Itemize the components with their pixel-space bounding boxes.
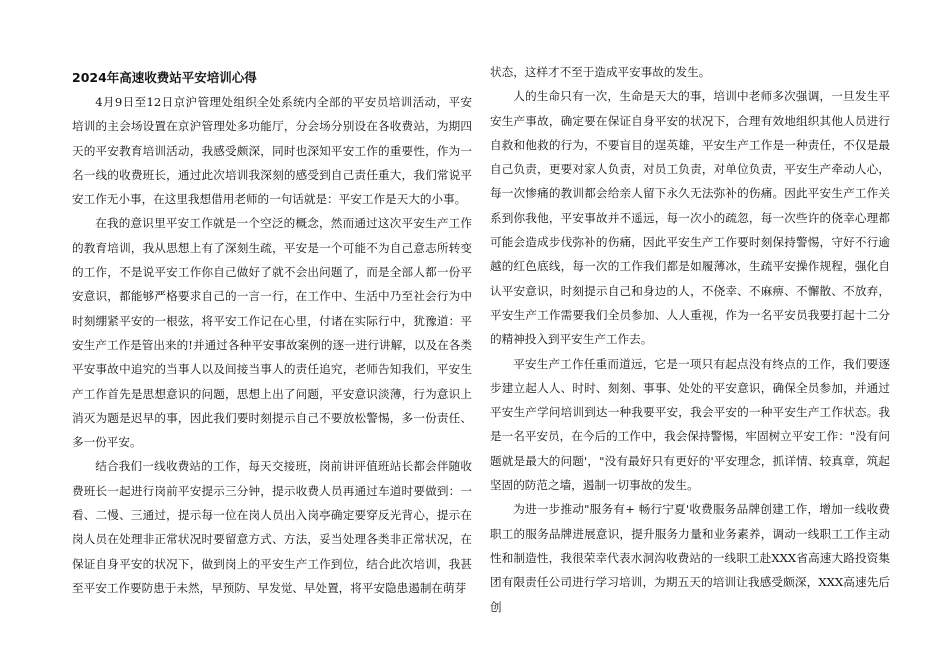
body-paragraph: 人的生命只有一次，生命是天大的事，培训中老师多次强调，一旦发生平安生产事故，确定要在保证自身平安的状况下，合理有效地组织其他人员进行自救和他救的行为，不要盲目的逞英雄，平安生产工作是一种责任，不仅是最自己负责，更要对家人负责，对员工负责，对单位负责，平安生产牵动人心，每一次惨痛的教训都会给亲人留下永久无法弥补的伤痛。因此平安生产工作关系到你我他，平安事故并不遥远，每一次小的疏忽，每一次些许的侥幸心理都可能会造成步伐弥补的伤痛，因此平安生产工作要时刻保持警惕，守好不行逾越的红色底线，每一次的工作我们都是如履薄冰，生疏平安操作规程，强化自认平安意识，时刻提示自己和身边的人，不侥幸、不麻痹、不懈散、不放弃，平安生产工作需要我们全员参加、人人重视，作为一名平安员我要打起十二分的精神投入到平安生产工作去。 <box>490 89 890 347</box>
left-column <box>72 60 472 600</box>
right-column <box>490 60 890 619</box>
body-paragraph: 4月9日至12日京沪管理处组织全处系统内全部的平安员培训活动，平安培训的主会场设置在京沪管理处多功能厅，分会场分别设在各收费站，为期四天的平安教育培训活动，我感受颇深，同时也深知平安工作的重要性，作为一名一线的收费班长，通过此次培训我深刻的感受到自己责任重大，我们常说平安工作无小事，在这里我想借用老师的一句话就是：平安工作是天大的小事。 <box>72 95 472 207</box>
body-paragraph: 为进一步推动"服务有+ 畅行宁夏'收费服务品牌创建工作，增加一线收费职工的服务品牌进展意识，提升服务力量和业务素养，调动一线职工工作主动性和制造性，我很荣幸代表水洞沟收费站的一线职工赴XXX省高速大路投资集团有限责任公司进行学习培训，为期五天的培训让我感受颇深，XXX高速先后创 <box>490 502 890 614</box>
document-title: 2024年高速收费站平安培训心得 <box>72 70 257 85</box>
body-paragraph: 结合我们一线收费站的工作，每天交接班，岗前讲评值班站长都会伴随收费班长一起进行岗前平安提示三分钟，提示收费人员再通过车道时要做到：一看、二慢、三通过，提示每一位在岗人员出入岗亭确定要穿反光背心，提示在岗人员在处理非正常状况时要留意方式、方法，妥当处理各类非正常状况，在保证自身平安的状况下，做到岗上的平安生产工作到位，结合此次培训，我甚至平安工作要防患于未然，早预防、早发觉、早处置，将平安隐患遏制在萌芽 <box>72 459 472 595</box>
body-paragraph: 平安生产工作任重而道远，它是一项只有起点没有终点的工作，我们要逐步建立起人人、时时、刻刻、事事、处处的平安意识，确保全员参加，并通过平安生产学问培训到达一种我要平安，我会平安的一种平安生产工作状态。我是一名平安员，在今后的工作中，我会保持警惕，牢固树立平安工作："没有问题就是最大的问题'，"没有最好只有更好的'平安理念，抓详情、较真章，筑起坚固的防范之墙，遏制一切事故的发生。 <box>490 356 890 493</box>
body-paragraph: 在我的意识里平安工作就是一个空泛的概念，然而通过这次平安生产工作的教育培训，我从思想上有了深刻生疏，平安是一个可能不为自己意志所转变的工作，不是说平安工作你自己做好了就不会出问题了，而是全部人都一份平安意识，都能够严格要求自己的一言一行，在工作中、生活中乃至社会行为中时刻绷紧平安的一根弦，将平安工作记在心里，付诸在实际行中，犹豫道：平安生产工作是管出来的!并通过各种平安事故案例的逐一进行讲解，以及在各类平安事故中追究的当事人以及间接当事人的责任追究，老师告知我们，平安生产工作首先是思想意识的问题，思想上出了问题，平安意识淡薄，行为意识上消灭为题是迟早的事，因此我们要时刻提示自己不要放松警惕，多一份责任、多一份平安。 <box>72 216 472 450</box>
body-paragraph-continued: 状态，这样才不至于造成平安事故的发生。 <box>490 65 711 79</box>
